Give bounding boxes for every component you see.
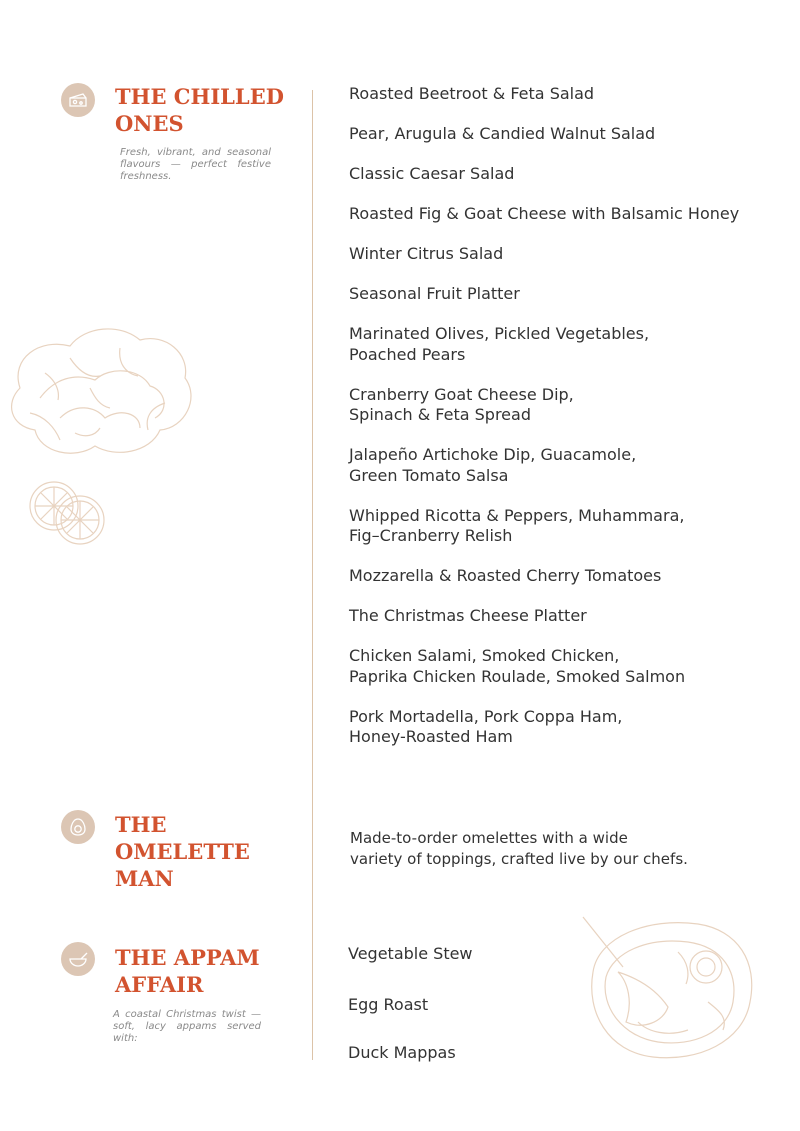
menu-item: Seasonal Fruit Platter [349, 284, 520, 303]
menu-item: Jalapeño Artichoke Dip, Guacamole, Green Tomato Salsa [349, 445, 637, 485]
menu-item: The Christmas Cheese Platter [349, 606, 587, 625]
chilled-ones-title-line1: THE CHILLED [115, 84, 284, 109]
egg-icon [67, 816, 89, 838]
menu-item: Classic Caesar Salad [349, 164, 515, 183]
omelette-man-description [350, 828, 750, 870]
menu-item: Roasted Fig & Goat Cheese with Balsamic Honey [349, 204, 740, 223]
omelette-man-title-line1: THE [115, 812, 167, 837]
menu-item: Mozzarella & Roasted Cherry Tomatoes [349, 566, 662, 585]
cheese-icon [67, 89, 89, 111]
chilled-ones-description: Fresh, vibrant, and seasonal flavours — perfect festive freshness. [120, 147, 271, 182]
chilled-ones-title-line2: ONES [115, 111, 184, 136]
menu-item: Marinated Olives, Pickled Vegetables, Poached Pears [349, 324, 650, 364]
appam-affair-title-line2: AFFAIR [115, 972, 204, 997]
citrus-slices-sketch-icon [22, 478, 117, 548]
vertical-divider [312, 90, 313, 1060]
omelette-man-title-line2: OMELETTE [115, 839, 250, 864]
menu-item: Pear, Arugula & Candied Walnut Salad [349, 124, 656, 143]
omelette-man-title-line3: MAN [115, 866, 174, 891]
appam-affair-title [115, 944, 260, 998]
menu-item: Chicken Salami, Smoked Chicken, Paprika Chicken Roulade, Smoked Salmon [349, 646, 686, 686]
appam-affair-badge [61, 942, 95, 976]
menu-item: Whipped Ricotta & Peppers, Muhammara, Fig–Cranberry Relish [349, 505, 685, 545]
omelette-man-badge [61, 810, 95, 844]
menu-item: Winter Citrus Salad [349, 244, 504, 263]
menu-item: Egg Roast [348, 995, 429, 1014]
omelette-man-description-line2: variety of toppings, crafted live by our chefs. [350, 850, 688, 868]
appam-affair-title-line1: THE APPAM [115, 945, 260, 970]
menu-item: Duck Mappas [348, 1043, 456, 1062]
menu-item: Roasted Beetroot & Feta Salad [349, 84, 595, 103]
chilled-ones-badge [61, 83, 95, 117]
chilled-ones-menu-list [349, 84, 739, 767]
menu-item: Cranberry Goat Cheese Dip, Spinach & Feta Spread [349, 384, 574, 424]
lettuce-sketch-icon [0, 318, 200, 463]
omelette-man-title [115, 811, 250, 892]
menu-item: Vegetable Stew [348, 944, 473, 963]
menu-item: Pork Mortadella, Pork Coppa Ham, Honey-Roasted Ham [349, 706, 623, 746]
appam-platter-sketch-icon [578, 912, 758, 1064]
appam-affair-description: A coastal Christmas twist — soft, lacy appams served with: [113, 1009, 261, 1044]
bowl-icon [67, 948, 89, 970]
chilled-ones-title [115, 83, 284, 137]
omelette-man-description-line1: Made-to-order omelettes with a wide [350, 829, 628, 847]
